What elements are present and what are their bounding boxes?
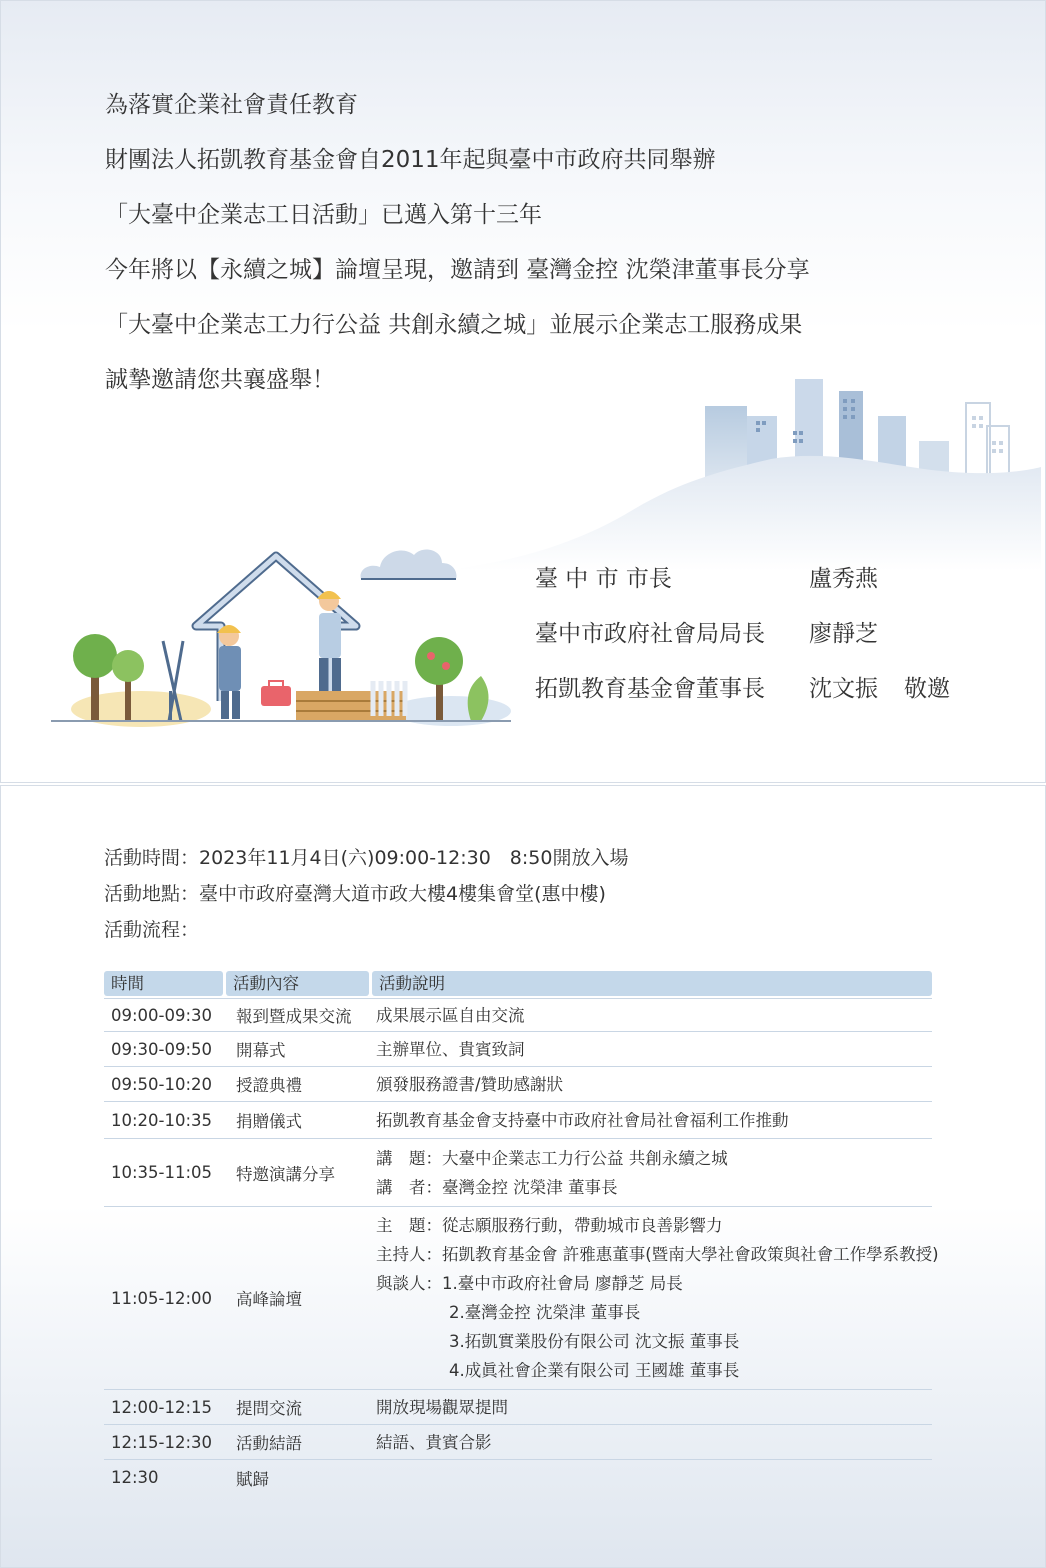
row-time: 12:15-12:30 <box>111 1432 213 1452</box>
table-row <box>104 1067 932 1102</box>
row-activity: 授證典禮 <box>236 1076 302 1095</box>
schedule-table <box>104 971 939 1495</box>
signer-name: 沈文振 <box>809 676 878 702</box>
row-activity: 捐贈儀式 <box>236 1112 302 1131</box>
description-line: 講 者：臺灣金控 沈榮津 董事長 <box>376 1177 618 1197</box>
intro-line: 財團法人拓凱教育基金會自2011年起與臺中市政府共同舉辦 <box>105 147 716 173</box>
table-row <box>104 1207 939 1390</box>
row-activity: 提問交流 <box>236 1399 302 1418</box>
table-header <box>104 971 932 996</box>
table-row <box>104 998 932 1032</box>
signer-social-bureau <box>535 618 950 673</box>
signer-title: 臺 中 市 市長 <box>535 566 672 592</box>
header-description: 活動說明 <box>372 971 932 996</box>
city-skyline-illustration <box>441 371 1041 571</box>
volunteers-illustration <box>51 541 511 731</box>
invitation-card <box>0 0 1046 783</box>
description-line: 3.拓凱實業股份有限公司 沈文振 董事長 <box>449 1332 740 1351</box>
description-line: 成果展示區自由交流 <box>376 1005 525 1025</box>
description-line: 2.臺灣金控 沈榮津 董事長 <box>449 1303 641 1322</box>
row-description <box>372 1106 932 1135</box>
signer-foundation <box>535 673 950 728</box>
row-activity: 報到暨成果交流 <box>236 1007 352 1026</box>
intro-line: 「大臺中企業志工日活動」已邁入第十三年 <box>105 202 542 228</box>
header-time: 時間 <box>104 971 223 996</box>
table-row <box>104 1102 932 1139</box>
row-activity: 高峰論壇 <box>236 1290 302 1309</box>
row-description <box>372 1035 932 1064</box>
signer-name: 廖靜芝 <box>809 621 878 647</box>
row-description <box>372 1001 932 1030</box>
row-description <box>372 1144 932 1202</box>
row-description <box>372 1211 939 1385</box>
event-time: 活動時間：2023年11月4日(六)09:00-12:30 8:50開放入場 <box>104 847 629 869</box>
row-time: 10:35-11:05 <box>111 1163 213 1182</box>
description-line: 拓凱教育基金會支持臺中市政府社會局社會福利工作推動 <box>376 1110 789 1130</box>
event-place: 活動地點：臺中市政府臺灣大道市政大樓4樓集會堂(惠中樓) <box>104 883 606 905</box>
description-line: 頒發服務證書/贊助感謝狀 <box>376 1074 564 1094</box>
row-time: 12:00-12:15 <box>111 1397 213 1417</box>
intro-text <box>105 89 810 419</box>
table-row <box>104 1460 932 1495</box>
row-description <box>372 1070 932 1099</box>
table-row <box>104 1390 932 1425</box>
table-row <box>104 1032 932 1067</box>
row-time: 12:30 <box>111 1468 159 1487</box>
signer-mayor <box>535 563 950 618</box>
signer-title: 臺中市政府社會局局長 <box>535 621 765 647</box>
header-activity: 活動內容 <box>226 971 369 996</box>
description-line: 主 題：從志願服務行動，帶動城市良善影響力 <box>376 1216 723 1235</box>
row-time: 09:00-09:30 <box>111 1005 213 1025</box>
row-activity: 開幕式 <box>236 1041 286 1060</box>
row-description <box>372 1428 932 1457</box>
description-line: 4.成眞社會企業有限公司 王國雄 董事長 <box>449 1361 740 1380</box>
description-line: 主持人：拓凱教育基金會 許雅惠董事(暨南大學社會政策與社會工作學系教授) <box>376 1245 939 1264</box>
event-flow-label: 活動流程： <box>104 919 200 941</box>
intro-line: 今年將以【永續之城】論壇呈現，邀請到 臺灣金控 沈榮津董事長分享 <box>105 257 810 283</box>
row-activity: 賦歸 <box>236 1469 269 1489</box>
row-activity: 特邀演講分享 <box>236 1164 335 1184</box>
description-line: 主辦單位、貴賓致詞 <box>376 1039 525 1059</box>
description-line: 與談人：1.臺中市政府社會局 廖靜芝 局長 <box>376 1274 683 1293</box>
row-time: 09:30-09:50 <box>111 1039 213 1059</box>
description-line: 結語、貴賓合影 <box>376 1432 492 1452</box>
table-row <box>104 1139 932 1207</box>
intro-line: 為落實企業社會責任教育 <box>105 92 358 118</box>
row-activity: 活動結語 <box>236 1434 302 1453</box>
description-line: 開放現場觀眾提問 <box>376 1397 508 1417</box>
table-row <box>104 1425 932 1460</box>
signer-name: 盧秀燕 <box>809 566 878 592</box>
row-time: 09:50-10:20 <box>111 1074 213 1094</box>
event-info <box>104 844 628 952</box>
row-time: 10:20-10:35 <box>111 1110 213 1130</box>
signer-title: 拓凱教育基金會董事長 <box>535 676 765 702</box>
closing-text: 敬邀 <box>904 676 950 702</box>
description-line: 講 題：大臺中企業志工力行公益 共創永續之城 <box>376 1148 728 1168</box>
intro-line: 誠摯邀請您共襄盛舉！ <box>105 367 335 393</box>
row-time: 11:05-12:00 <box>111 1288 213 1308</box>
intro-line: 「大臺中企業志工力行公益 共創永續之城」並展示企業志工服務成果 <box>105 312 803 338</box>
row-description <box>372 1393 932 1422</box>
signers-block <box>535 563 950 728</box>
